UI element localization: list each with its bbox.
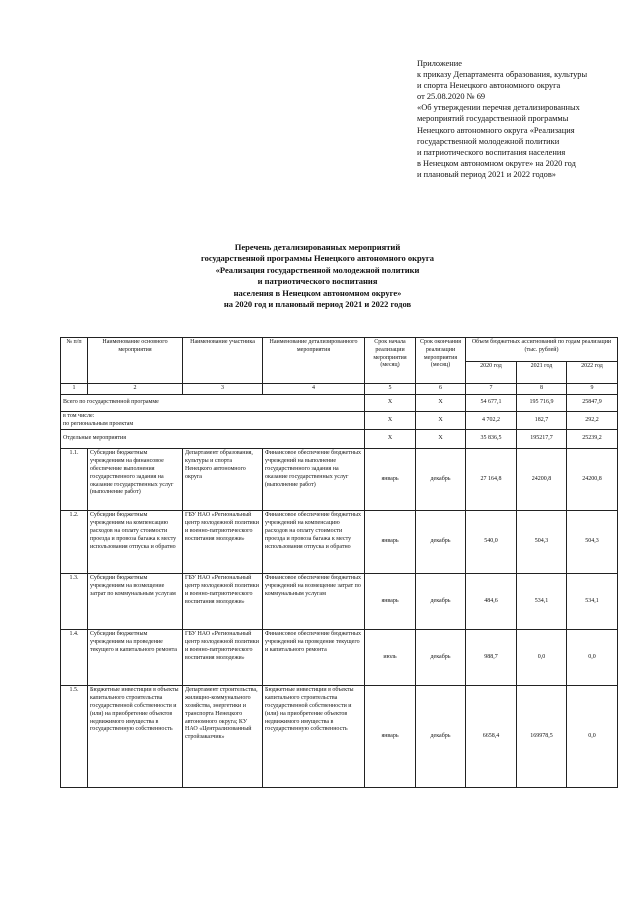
header-year-2022: 2022 год <box>567 362 618 384</box>
row-start: январь <box>365 511 416 574</box>
document-title <box>150 242 485 310</box>
column-number: 9 <box>567 384 618 395</box>
row-main-event: Субсидии бюджетным учреждениям на компенсацию расходов на оплату стоимости проезда и провоза багажа к месту использования отпуска и обратно <box>88 511 183 574</box>
row-2021: 0,0 <box>517 630 567 686</box>
table-row <box>61 511 618 574</box>
row-2020: 27 164,8 <box>466 449 517 511</box>
summary-2021: 195 716,9 <box>517 394 567 411</box>
row-2021: 534,1 <box>517 574 567 630</box>
summary-2020: 4 702,2 <box>466 411 517 430</box>
appendix-line: к приказу Департамента образования, культуры <box>417 70 588 80</box>
row-num: 1.5. <box>61 686 88 788</box>
row-main-event: Субсидии бюджетным учреждениям на финансовое обеспечение выполнения государственного задания на оказание государственных услуг (выполнение работ) <box>88 449 183 511</box>
title-line: «Реализация государственной молодежной политики <box>215 264 420 275</box>
table-row <box>61 449 618 511</box>
row-num: 1.4. <box>61 630 88 686</box>
header-year-2021: 2021 год <box>517 362 567 384</box>
column-number: 3 <box>183 384 263 395</box>
row-2021: 24200,8 <box>517 449 567 511</box>
row-2022: 504,3 <box>567 511 618 574</box>
row-2021: 504,3 <box>517 511 567 574</box>
summary-2020: 35 836,5 <box>466 430 517 449</box>
appendix-line: Приложение <box>417 59 462 68</box>
title-line: на 2020 год и плановый период 2021 и 2022 годов <box>223 299 412 310</box>
row-num: 1.1. <box>61 449 88 511</box>
column-number: 6 <box>416 384 466 395</box>
header-year-2020: 2020 год <box>466 362 517 384</box>
summary-end: Х <box>416 394 466 411</box>
summary-start: Х <box>365 411 416 430</box>
summary-row-total <box>61 394 618 411</box>
column-number: 7 <box>466 384 517 395</box>
appendix-line: от 25.08.2020 № 69 <box>417 92 486 102</box>
row-2020: 988,7 <box>466 630 517 686</box>
row-participant: ГБУ НАО «Региональный центр молодежной политики и военно-патриотического воспитания молодежи» <box>183 574 263 630</box>
summary-2021: 195217,7 <box>517 430 567 449</box>
appendix-line: в Ненецком автономном округе» на 2020 год <box>417 158 576 168</box>
summary-2021: 182,7 <box>517 411 567 430</box>
header-participant: Наименование участника <box>183 338 263 384</box>
row-end: декабрь <box>416 511 466 574</box>
appendix-line: мероприятий государственной программы <box>417 114 569 124</box>
summary-label: в том числе: по региональным проектам <box>61 411 365 430</box>
summary-2022: 25847,9 <box>567 394 618 411</box>
column-number: 5 <box>365 384 416 395</box>
row-main-event: Субсидии бюджетным учреждениям на возмещение затрат по коммунальным услугам <box>88 574 183 630</box>
summary-end: Х <box>416 411 466 430</box>
row-start: январь <box>365 449 416 511</box>
row-participant: Департамент строительства, жилищно-коммунального хозяйства, энергетики и транспорта Ненецкого автономного округа; КУ НАО «Централизованный стройзаказчик» <box>183 686 263 788</box>
row-end: декабрь <box>416 574 466 630</box>
summary-2020: 54 677,1 <box>466 394 517 411</box>
row-detailed-event: Финансовое обеспечение бюджетных учреждений на выполнение государственного задания на оказание государственных услуг (выполнение работ) <box>263 449 365 511</box>
appendix-line: и патриотического воспитания населения <box>417 147 566 157</box>
title-line: государственной программы Ненецкого автономного округа <box>200 253 434 264</box>
table-row <box>61 630 618 686</box>
summary-end: Х <box>416 430 466 449</box>
row-detailed-event: Бюджетные инвестиции в объекты капитального строительства государственной собственности и (или) на приобретение объектов недвижимого имущества в государственную собственность <box>263 686 365 788</box>
row-start: январь <box>365 574 416 630</box>
row-main-event: Бюджетные инвестиции в объекты капитального строительства государственной собственности и (или) на приобретение объектов недвижимого имущества в государственную собственность <box>88 686 183 788</box>
row-2022: 534,1 <box>567 574 618 630</box>
table-row <box>61 686 618 788</box>
summary-start: Х <box>365 430 416 449</box>
row-end: декабрь <box>416 630 466 686</box>
summary-2022: 292,2 <box>567 411 618 430</box>
row-2021: 169978,5 <box>517 686 567 788</box>
title-line: Перечень детализированных мероприятий <box>234 242 401 252</box>
appendix-line: государственной молодежной политики <box>417 136 560 146</box>
row-main-event: Субсидии бюджетным учреждениям на проведение текущего и капитального ремонта <box>88 630 183 686</box>
header-main-event: Наименование основного мероприятия <box>88 338 183 384</box>
summary-row-separate <box>61 430 618 449</box>
row-end: декабрь <box>416 449 466 511</box>
column-number: 1 <box>61 384 88 395</box>
appendix-line: Ненецкого автономного округа «Реализация <box>417 125 575 135</box>
row-detailed-event: Финансовое обеспечение бюджетных учреждений на возмещение затрат по коммунальным услугам <box>263 574 365 630</box>
summary-2022: 25239,2 <box>567 430 618 449</box>
row-participant: ГБУ НАО «Региональный центр молодежной политики и военно-патриотического воспитания молодежи» <box>183 511 263 574</box>
appendix-line: «Об утверждении перечня детализированных <box>417 103 580 113</box>
row-2020: 484,6 <box>466 574 517 630</box>
row-2020: 540,0 <box>466 511 517 574</box>
header-detailed-event: Наименование детализированного мероприятия <box>263 338 365 384</box>
row-num: 1.2. <box>61 511 88 574</box>
header-num: № п/п <box>61 338 88 384</box>
appendix-block <box>417 58 627 180</box>
row-detailed-event: Финансовое обеспечение бюджетных учреждений на компенсацию расходов на оплату стоимости проезда и провоза багажа к месту использования отпуска и обратно <box>263 511 365 574</box>
row-start: июль <box>365 630 416 686</box>
row-participant: ГБУ НАО «Региональный центр молодежной политики и военно-патриотического воспитания молодежи» <box>183 630 263 686</box>
column-number: 2 <box>88 384 183 395</box>
title-line: и патриотического воспитания <box>257 276 378 287</box>
summary-row-regional <box>61 411 618 430</box>
title-line: населения в Ненецком автономном округе» <box>233 287 402 298</box>
header-budget: Объем бюджетных ассигнований по годам реализации (тыс. рублей) <box>466 338 618 362</box>
table-row <box>61 574 618 630</box>
appendix-line: и плановый период 2021 и 2022 годов» <box>417 169 556 179</box>
events-table <box>60 337 618 788</box>
row-num: 1.3. <box>61 574 88 630</box>
column-number: 4 <box>263 384 365 395</box>
summary-label: Всего по государственной программе <box>61 394 365 411</box>
row-2022: 0,0 <box>567 686 618 788</box>
row-2022: 24200,8 <box>567 449 618 511</box>
summary-label: Отдельные мероприятия <box>61 430 365 449</box>
row-end: декабрь <box>416 686 466 788</box>
row-detailed-event: Финансовое обеспечение бюджетных учреждений на проведение текущего и капитального ремонта <box>263 630 365 686</box>
header-end: Срок окончания реализации мероприятия (месяц) <box>416 338 466 384</box>
header-start: Срок начала реализации мероприятия (месяц) <box>365 338 416 384</box>
row-2020: 6658,4 <box>466 686 517 788</box>
summary-start: Х <box>365 394 416 411</box>
appendix-line: и спорта Ненецкого автономного округа <box>417 81 561 91</box>
row-start: январь <box>365 686 416 788</box>
row-2022: 0,0 <box>567 630 618 686</box>
column-number: 8 <box>517 384 567 395</box>
row-participant: Департамент образования, культуры и спорта Ненецкого автономного округа <box>183 449 263 511</box>
